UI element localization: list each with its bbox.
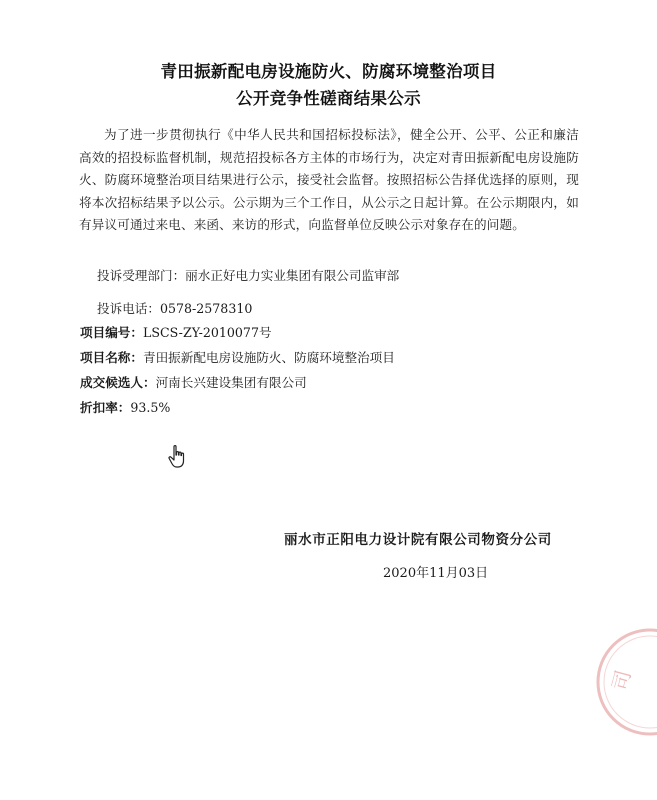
seal-text: 司: [607, 667, 636, 694]
project-code-value: LSCS-ZY-2010077号: [142, 325, 272, 340]
project-name-value: 青田振新配电房设施防火、防腐环境整治项目: [142, 350, 395, 365]
hand-pointer-icon: [166, 444, 192, 470]
document-title-line-2: 公开竞争性磋商结果公示: [236, 89, 421, 108]
discount-label: 折扣率：: [80, 400, 131, 415]
company-seal-icon: [560, 620, 657, 740]
winner-row: [80, 372, 307, 391]
discount-value: 93.5%: [130, 400, 171, 415]
project-name-label: 项目名称：: [80, 350, 143, 365]
document-title-line-1: 青田振新配电房设施防火、防腐环境整治项目: [160, 62, 497, 81]
announcement-paragraph: 为了进一步贯彻执行《中华人民共和国招标投标法》，健全公开、公平、公正和廉洁高效的招投标监督机制，规范招投标各方主体的市场行为，决定对青田振新配电房设施防火、防腐环境整治项目结果进行公示，接受社会监督。按照招标公告择优选择的原则，现将本次招标结果予以公示。公示期为三个工作日，从公示之日起计算。在公示期限内，如有异议可通过来电、来函、来访的形式，向监督单位反映公示对象存在的问题。: [79, 127, 579, 232]
issue-date: 2020年11月03日: [383, 566, 489, 581]
discount-row: [80, 397, 170, 416]
project-code-label: 项目编号：: [80, 325, 143, 340]
project-name-row: [80, 347, 395, 366]
issuer-name: 丽水市正阳电力设计院有限公司物资分公司: [284, 532, 552, 548]
winner-label: 成交候选人：: [80, 375, 156, 390]
complaint-department: 投诉受理部门：丽水正好电力实业集团有限公司监审部: [97, 268, 400, 283]
project-code-row: [80, 322, 272, 341]
complaint-phone: 投诉电话：0578-2578310: [97, 301, 253, 316]
winner-value: 河南长兴建设集团有限公司: [155, 375, 307, 390]
